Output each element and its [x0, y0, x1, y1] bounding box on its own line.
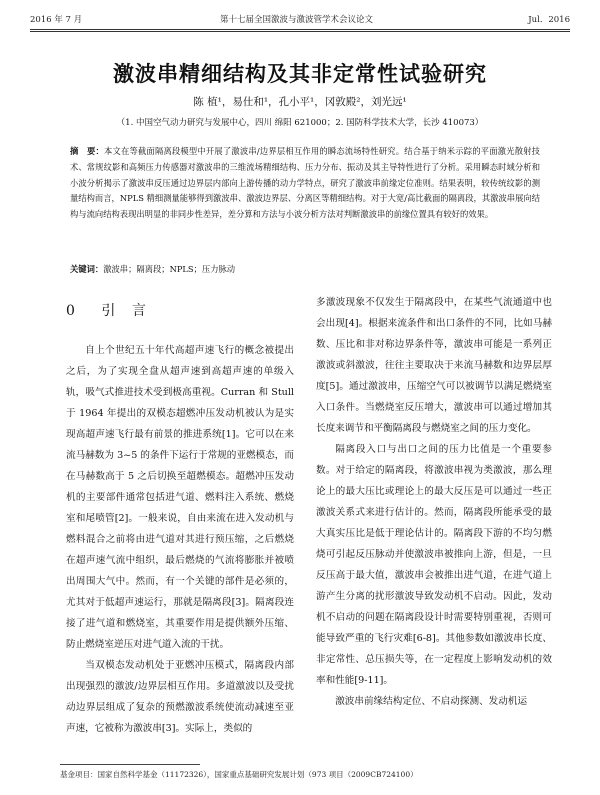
body-column-right [316, 292, 552, 712]
header-rule-thin [30, 31, 570, 32]
header-date: 2016 年 7 月 [30, 15, 83, 25]
section-heading [66, 300, 152, 320]
author-list: 陈 植¹，易仕和¹，孔小平¹，冈敦殿²，刘光远¹ [193, 96, 407, 108]
abstract-label: 摘 要： [70, 146, 104, 156]
keywords [70, 263, 540, 275]
running-header [30, 13, 570, 27]
keywords-text: 激波串；隔离段；NPLS；压力脉动 [103, 264, 236, 274]
paragraph: 激波串前缘结构定位、不启动探测、发动机运 [335, 696, 528, 707]
funding-footnote: 基金项目：国家自然科学基金（11172326），国家重点基础研究发展计划（973 项目（2009CB724100） [60, 770, 418, 779]
header-date-en: Jul．2016 [528, 15, 570, 25]
section-number: 0 [66, 303, 81, 319]
abstract [70, 144, 540, 223]
keywords-label: 关键词： [70, 264, 104, 274]
abstract-text: 本文在等截面隔离段模型中开展了激波串/边界层相互作用的瞬态流场特性研究。结合基于纳米示踪的平面激光散射技术、常规纹影和高频压力传感器对激波串的三维流场精细结构、压力分布、振动及其主导特性进行了分析。采用瞬态时域分析和小波分析揭示了激波串反压通过边界层内部向上游传播的动力学特点，研究了激波串前缘定位准则。结果表明，较传统纹影的测量结构而言，NPLS 精细测量能够得到激波串、激波边界层、分离区等精细结构。对于大宽/高比截面的隔离段，其激波串展向结构与流向结构表现出明显的非同步性差异，差分算和方法与小波分析方法对判断激波串的前缘位置具有较好的效果。 [70, 146, 540, 220]
body-column-left [66, 340, 294, 739]
paragraph: 自上个世纪五十年代高超声速飞行的概念被提出之后，为了实现全盘从超声速到高超声速的单级入轨，吸气式推进技术受到极高重视。Curran 和 Stull 于 1964 年提出的双模态超燃冲压发动机被认为是实现高超声速飞行最有前景的推进系统[1]。它可以在来流马赫数为 3~5 的条件下运行于常规的亚燃模态，而在马赫数高于 5 之后切换至超燃模态。超燃冲压发动机的主要部件通常包括进气道、燃料注入系统、燃烧室和尾喷管[2]。一般来说，自由来流在进入发动机与燃料混合之前将由进气道对其进行预压缩，之后燃烧在超声速气流中组织，最后燃烧的气流将膨胀并被喷出周围大气中。然而，有一个关键的部件是必须的，尤其对于低超声速运行，那就是隔离段[3]。隔离段连接了进气道和燃烧室，其重要作用是提供额外压缩、防止燃烧室逆压对进气道入流的干扰。 [66, 345, 294, 650]
paragraph: 当双模态发动机处于亚燃冲压模式，隔离段内部出现强烈的激波/边界层相互作用。多道激波以及受扰动边界层组成了复杂的预燃激波系统使流动减速至亚声速，它被称为激波串[3]。实际上，类似的 [66, 660, 294, 734]
header-conference: 第十七届全国激波与激波管学术会议论文 [220, 15, 374, 25]
paragraph: 隔离段入口与出口之间的压力比值是一个重要参数。对于给定的隔离段，将激波串视为类激波，那么理论上的最大压比或理论上的最大反压是可以通过一些正激波关系式来进行估计的。然而，隔离段所能承受的最大真实压比是低于理论估计的。隔离段下游的不均匀燃烧可引起反压脉动并使激波串被推向上游，但是，一旦反压高于最大值，激波串会被推出进气道，在进气道上游产生分离的扰形激波导致发动机不启动。因此，发动机不启动的问题在隔离段设计时需要特别重视，否则可能导致严重的飞行灾难[6-8]。其他参数如激波串长度、非定常性、总压损失等，在一定程度上影响发动机的效率和性能[9-11]。 [316, 444, 552, 686]
footnote-rule [60, 764, 200, 765]
affiliation: （1. 中国空气动力研究与发展中心，四川 绵阳 621000；2. 国防科学技术大学，长沙 410073） [116, 118, 484, 128]
paper-title: 激波串精细结构及其非定常性试验研究 [113, 61, 487, 86]
section-title: 引 言 [101, 303, 152, 319]
paragraph: 多激波现象不仅发生于隔离段中，在某些气流通道中也会出现[4]。根据来流条件和出口条件的不同，比如马赫数、压比和非对称边界条件等，激波串可能是一系列正激波或斜激波，往往主要取决于来流马赫数和边界层厚度[5]。通过激波串，压缩空气可以被调节以满足燃烧室入口条件。当燃烧室反压增大，激波串可以通过增加其长度来调节和平衡隔离段与燃烧室之间的压力变化。 [316, 297, 552, 434]
header-rule [30, 29, 570, 30]
